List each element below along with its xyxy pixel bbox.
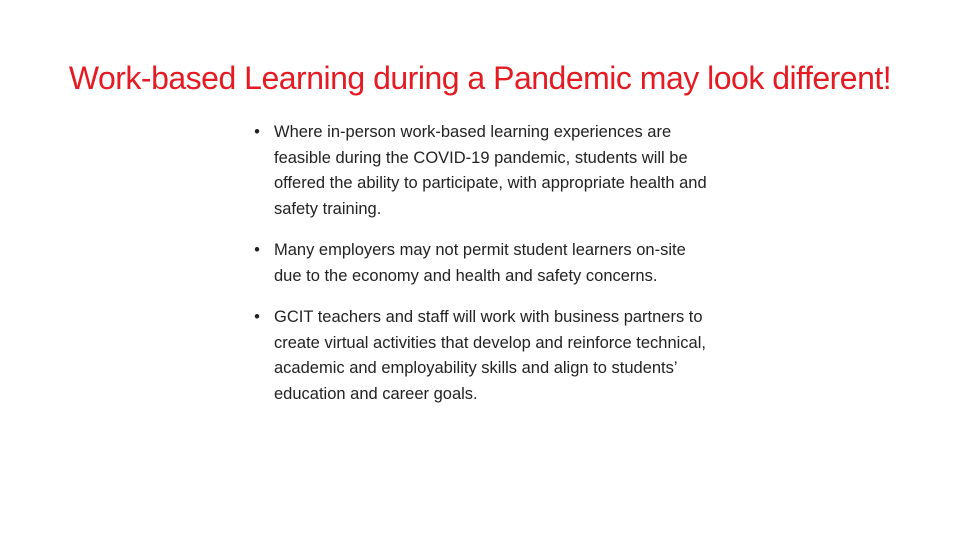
bullet-item bbox=[250, 120, 710, 222]
bullet-text: Where in-person work-based learning experiences are feasible during the COVID-19 pandemic, students will be offered the ability to participate, with appropriate health and safety training. bbox=[274, 123, 707, 218]
slide-title: Work-based Learning during a Pandemic may look different! bbox=[68, 60, 892, 96]
bullet-marker-icon: • bbox=[254, 241, 260, 259]
bullet-list bbox=[250, 120, 710, 423]
bullet-text: Many employers may not permit student learners on-site due to the economy and health and safety concerns. bbox=[274, 241, 686, 285]
bullet-marker-icon: • bbox=[254, 308, 260, 326]
bullet-text: GCIT teachers and staff will work with business partners to create virtual activities that develop and reinforce technical, academic and employability skills and align to students’ education and career goals. bbox=[274, 308, 706, 403]
bullet-item bbox=[250, 305, 710, 407]
bullet-marker-icon: • bbox=[254, 123, 260, 141]
bullet-item bbox=[250, 238, 710, 289]
